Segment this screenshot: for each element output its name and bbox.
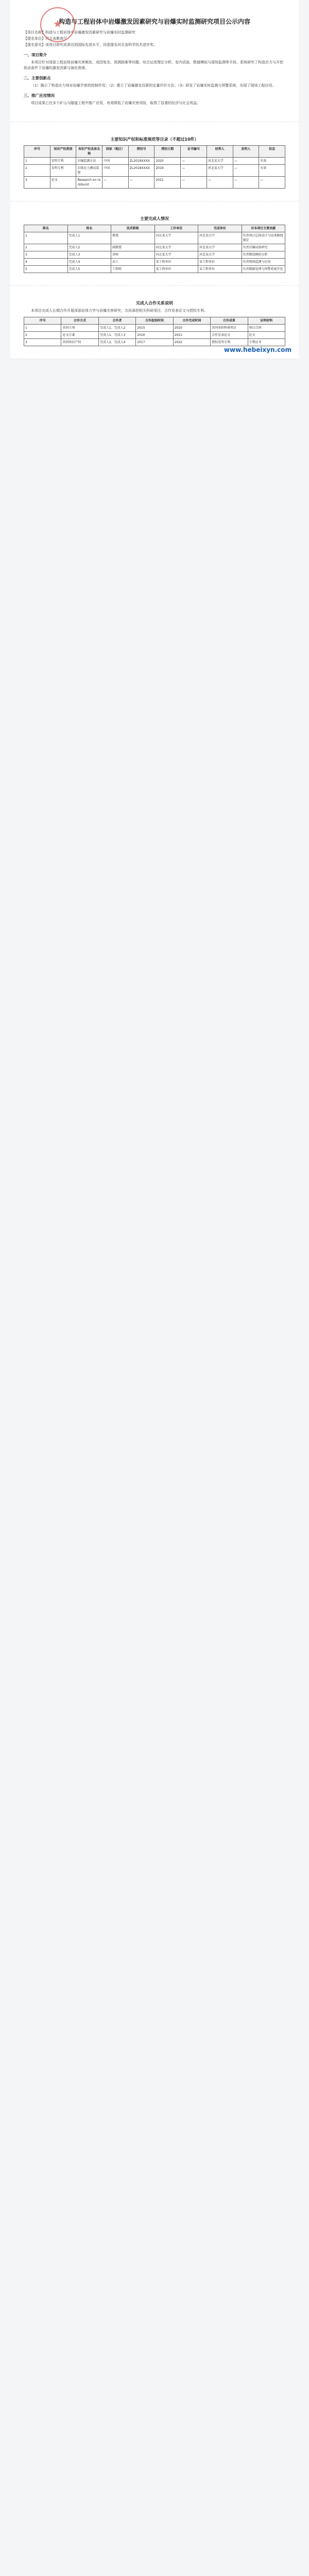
cell: ZL2019XXXX (128, 158, 154, 165)
th: 发明人 (233, 146, 259, 158)
th: 工作单位 (154, 225, 198, 232)
th: 序号 (24, 317, 61, 325)
cell: 2021 (173, 332, 210, 339)
cell: 发明专利 (50, 165, 76, 177)
cell: 完成人1、完成人2 (98, 325, 135, 332)
sheet-3 (10, 201, 299, 286)
coop-caption: 完成人合作关系说明 (136, 301, 173, 306)
meta-line-2: 【提名单位】河北省教育厅 (24, 37, 67, 41)
th: 序号 (24, 146, 50, 158)
th: 权利人 (207, 146, 233, 158)
cell: — (233, 165, 259, 177)
cell: 授权发明专利 (211, 339, 248, 346)
cell: 河北某大学 (154, 244, 198, 251)
th: 知识产权具体名称 (76, 146, 102, 158)
th: 技术职称 (111, 225, 155, 232)
th: 授权号 (128, 146, 154, 158)
cell: 有效 (259, 158, 285, 165)
cell: 2021 (154, 177, 181, 189)
cell: 河北某大学 (198, 251, 242, 259)
section-heading: 三、推广应用情况 (24, 93, 55, 98)
cell: 2020 (154, 158, 181, 165)
cell: — (128, 177, 154, 189)
cell: 2015 (136, 325, 173, 332)
cell: 合作发表论文 (211, 332, 248, 339)
cell: — (259, 177, 285, 189)
cell: 发明专利 (50, 158, 76, 165)
cell: 4 (24, 259, 68, 266)
section-heading: 二、主要创新点 (24, 76, 51, 80)
th: 合作成果 (211, 317, 248, 325)
cell: 2016 (136, 332, 173, 339)
cell: 完成人1、完成人3 (98, 332, 135, 339)
cell: 2022 (173, 339, 210, 346)
meta-line-1: 【项目名称】构造与工程岩体中岩爆激发因素研究与岩爆实时监测研究 (24, 30, 135, 35)
site-watermark: www.hebeixyn.com (224, 346, 291, 353)
cell: 专利证书 (248, 339, 285, 346)
th: 合作者 (98, 317, 135, 325)
cell: — (233, 158, 259, 165)
table-row (24, 165, 285, 177)
coop-text: 本项目完成人长期合作开展深部岩体力学与岩爆灾害研究，共同承担相关科研项目，合作发表论文与授权专利。 (31, 309, 208, 313)
th: 状态 (259, 146, 285, 158)
cell: — (181, 158, 207, 165)
cell: 教授 (111, 232, 155, 244)
document-page (10, 0, 299, 359)
people-table (24, 225, 285, 273)
cell: 论文 (50, 177, 76, 189)
cell: 1 (24, 158, 50, 165)
cell: 某工程单位 (154, 266, 198, 273)
coop-table (24, 317, 285, 346)
cell: — (102, 177, 129, 189)
cell: 负责数值模拟分析 (242, 251, 285, 259)
cell: — (181, 177, 207, 189)
table-row (24, 232, 285, 244)
section-heading: 一、项目简介 (24, 53, 47, 57)
cell: 某工程单位 (198, 266, 242, 273)
cell: 1 (24, 232, 68, 244)
cell: 河北某大学 (198, 244, 242, 251)
th: 授权日期 (154, 146, 181, 158)
sheet-2 (10, 122, 299, 201)
cell: 岩爆监测方法 (76, 158, 102, 165)
cell: Research on rockburst (76, 177, 102, 189)
cell: 负责数据处理与预警系统开发 (242, 266, 285, 273)
cell: ZL2018XXXX (128, 165, 154, 177)
cell: 共同承担科研项目 (211, 325, 248, 332)
table-row (24, 332, 285, 339)
cell: 3 (24, 177, 50, 189)
table-row (24, 244, 285, 251)
sheet-4 (10, 286, 299, 359)
cell: 3 (24, 251, 68, 259)
cell: 工程师 (111, 266, 155, 273)
cell: 2020 (173, 325, 210, 332)
table-row (24, 259, 285, 266)
cell: — (233, 177, 259, 189)
cell: 完成人3 (67, 251, 111, 259)
cell: 论文 (248, 332, 285, 339)
th: 完成单位 (198, 225, 242, 232)
cell: 副教授 (111, 244, 155, 251)
cell: 有效 (259, 165, 285, 177)
cell: 中国 (102, 165, 129, 177)
th: 合作完成时间 (173, 317, 210, 325)
th: 合作方式 (61, 317, 98, 325)
cell: 1 (24, 325, 61, 332)
cell: 共同立项 (61, 325, 98, 332)
th: 合作起始时间 (136, 317, 173, 325)
cell: — (181, 165, 207, 177)
th: 证书编号 (181, 146, 207, 158)
cell: 负责岩爆试验研究 (242, 244, 285, 251)
cell: 河北某大学 (154, 251, 198, 259)
table-row (24, 158, 285, 165)
th: 知识产权类别 (50, 146, 76, 158)
cell: 讲师 (111, 251, 155, 259)
red-seal-stamp (40, 7, 75, 42)
cell: 负责现场监测与应用 (242, 259, 285, 266)
cell: 某工程单位 (198, 259, 242, 266)
cell: 论文合著 (61, 332, 98, 339)
section-text: 项目成果已在多个矿山与隧道工程中推广应用，有效降低了岩爆灾害风险，取得了显著的经济与社会效益。 (31, 101, 200, 105)
cell: 完成人5 (67, 266, 111, 273)
cell: 高工 (111, 259, 155, 266)
cell: — (207, 177, 233, 189)
th: 姓名 (67, 225, 111, 232)
cell: 2 (24, 165, 50, 177)
cell: 河北某大学 (207, 165, 233, 177)
cell: 河北某大学 (198, 232, 242, 244)
th: 证明材料 (248, 317, 285, 325)
section-text: （1）揭示了构造应力场对岩爆孕育的控制作用；（2）建立了岩爆激发因素的定量评价方法；（3）研发了岩爆实时监测与预警系统，实现了现场工程应用。 (31, 83, 276, 88)
cell: 某工程单位 (154, 259, 198, 266)
cell: 中国 (102, 158, 129, 165)
cell: 完成人2 (67, 244, 111, 251)
table-row (24, 266, 285, 273)
cell: 完成人2、完成人4 (98, 339, 135, 346)
cell: 河北某大学 (154, 232, 198, 244)
cell: 完成人1 (67, 232, 111, 244)
cell: 项目合同 (248, 325, 285, 332)
cell: 2 (24, 244, 68, 251)
cell: 2019 (154, 165, 181, 177)
doc-title: 构造与工程岩体中岩爆激发因素研究与岩爆实时监测研究项目公示内容 (58, 18, 250, 25)
cell: 完成人4 (67, 259, 111, 266)
cell: 负责项目总体设计与技术路线制定 (242, 232, 285, 244)
cell: 3 (24, 339, 61, 346)
th: 对本项目主要贡献 (242, 225, 285, 232)
table-row (24, 339, 285, 346)
patents-caption: 主要知识产权和标准规范等目录（不超过10件） (110, 137, 199, 142)
section-text: 本项目针对深部工程岩体岩爆灾害频发、成因复杂、预测困难等问题，综合运用理论分析、室内试验、数值模拟与现场监测等手段，系统研究了构造应力与开挖扰动条件下岩爆的激发因素与演化规律。 (24, 60, 283, 70)
th: 国家（地区） (102, 146, 129, 158)
table-row (24, 251, 285, 259)
cell: 共同知识产权 (61, 339, 98, 346)
table-row (24, 325, 285, 332)
cell: 河北某大学 (207, 158, 233, 165)
table-row (24, 177, 285, 189)
sheet-1 (10, 0, 299, 122)
cell: 5 (24, 266, 68, 273)
meta-line-3: 【提名意见】该项目研究成果达到国际先进水平，同意提名河北省科学技术进步奖。 (24, 43, 157, 47)
cell: 岩体应力测试装置 (76, 165, 102, 177)
patents-table (24, 145, 285, 189)
th: 排名 (24, 225, 68, 232)
people-caption: 主要完成人情况 (140, 216, 169, 221)
cell: 2017 (136, 339, 173, 346)
cell: 2 (24, 332, 61, 339)
